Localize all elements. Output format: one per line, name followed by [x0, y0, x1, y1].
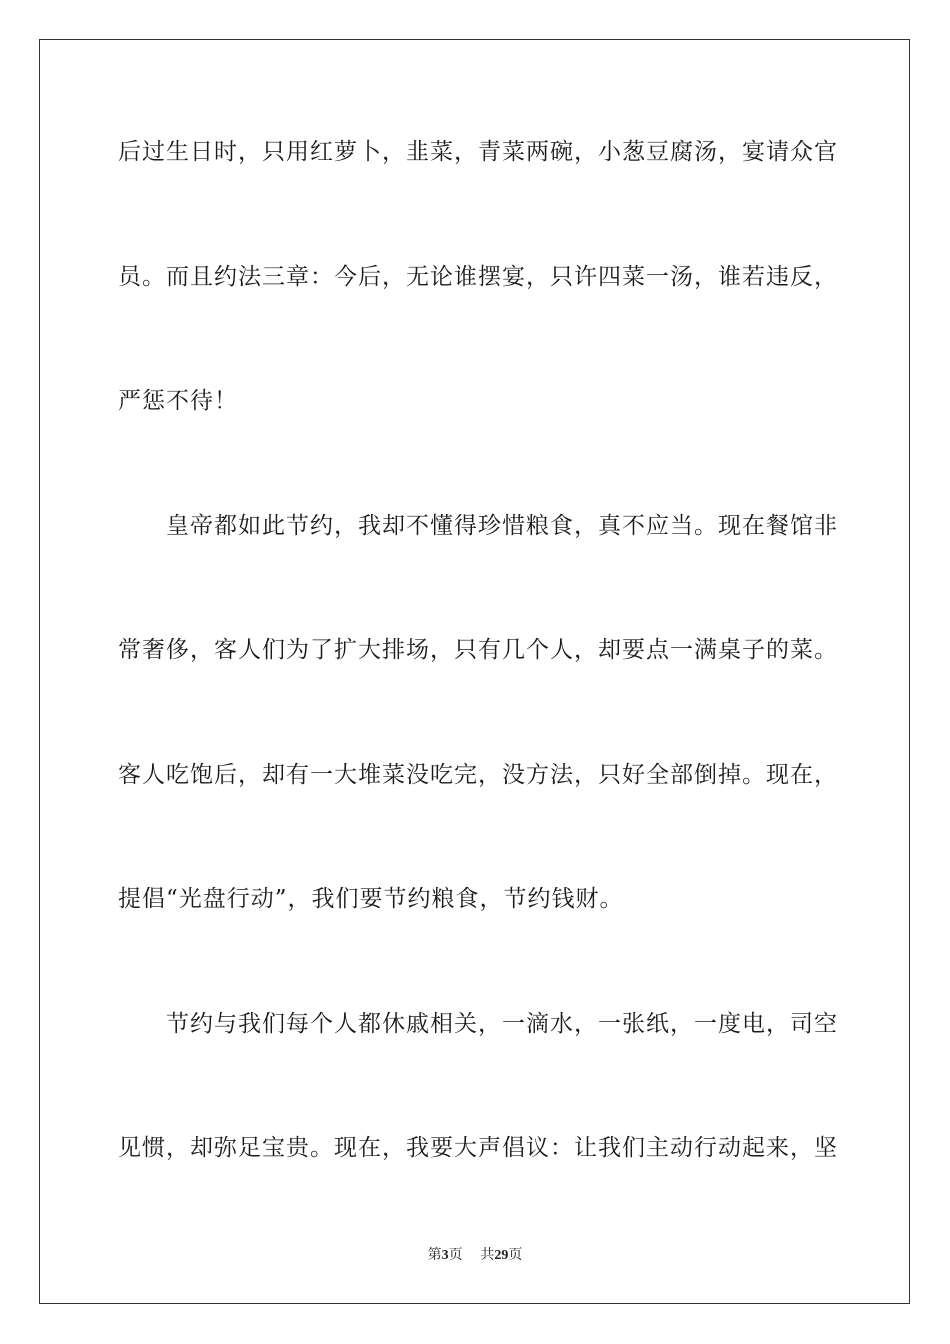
page-prefix: 第: [427, 1247, 442, 1263]
text-line-3: 严惩不待！: [118, 388, 238, 414]
text-line-5: 常奢侈，客人们为了扩大排场，只有几个人，却要点一满桌子的菜。: [118, 637, 838, 663]
total-prefix: 共: [480, 1247, 495, 1263]
text-line-1: 后过生日时，只用红萝卜，韭菜，青菜两碗，小葱豆腐汤，宴请众官: [118, 139, 838, 165]
text-line-7: 提倡“光盘行动”，我们要节约粮食，节约钱财。: [118, 886, 624, 912]
total-suffix: 页: [508, 1247, 523, 1263]
paragraph-start-line-2: 节约与我们每个人都休戚相关，一滴水，一张纸，一度电，司空: [166, 1011, 838, 1037]
page-border: [39, 39, 910, 1304]
text-line-9: 见惯，却弥足宝贵。现在，我要大声倡议：让我们主动行动起来，坚: [118, 1135, 838, 1161]
page-suffix: 页: [448, 1247, 463, 1263]
total-pages: 29: [494, 1248, 509, 1263]
text-line-6: 客人吃饱后，却有一大堆菜没吃完，没方法，只好全部倒掉。现在，: [118, 762, 838, 788]
page-footer: [0, 1246, 950, 1265]
page-number: 3: [441, 1248, 449, 1263]
paragraph-start-line: 皇帝都如此节约，我却不懂得珍惜粮食，真不应当。现在餐馆非: [166, 513, 838, 539]
text-line-2: 员。而且约法三章：今后，无论谁摆宴，只许四菜一汤，谁若违反，: [118, 264, 838, 290]
